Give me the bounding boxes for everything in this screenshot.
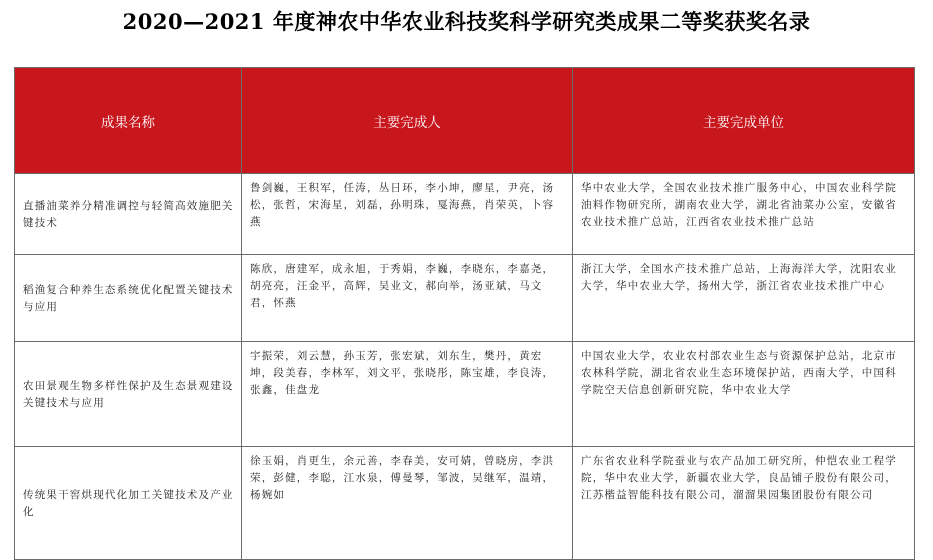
table-row bbox=[15, 255, 915, 342]
units-cell: 中国农业大学，农业农村部农业生态与资源保护总站，北京市农林科学院，湖北省农业生态环境保护站，西南大学，中国科学院空天信息创新研究院，华中农业大学 bbox=[573, 342, 915, 447]
units-cell: 浙江大学，全国水产技术推广总站，上海海洋大学，沈阳农业大学，华中农业大学，扬州大学，浙江省农业技术推广中心 bbox=[573, 255, 915, 342]
column-header-achievement-name: 成果名称 bbox=[15, 68, 242, 174]
column-header-main-contributors: 主要完成人 bbox=[242, 68, 573, 174]
achievement-name-cell: 稻渔复合种养生态系统优化配置关键技术与应用 bbox=[15, 255, 242, 342]
page-title: 2020—2021 年度神农中华农业科技奖科学研究类成果二等奖获奖名录 bbox=[122, 9, 811, 34]
table-header-row bbox=[15, 68, 915, 174]
contributors-cell: 宇振荣，刘云慧，孙玉芳，张宏斌，刘东生，樊丹，黄宏坤，段美春，李林军，刘文平，张晓彤，陈宝雄，李良涛，张鑫，佳盘龙 bbox=[242, 342, 573, 447]
table-row bbox=[15, 342, 915, 447]
column-header-main-units: 主要完成单位 bbox=[573, 68, 915, 174]
achievement-name-cell: 直播油菜养分精准调控与轻简高效施肥关键技术 bbox=[15, 174, 242, 255]
achievement-name-cell: 农田景观生物多样性保护及生态景观建设关键技术与应用 bbox=[15, 342, 242, 447]
table-row bbox=[15, 447, 915, 560]
contributors-cell: 陈欣，唐建军，成永旭，于秀娟，李巍，李晓东，李嘉尧，胡亮亮，汪金平，高辉，吴业文，郝向举，汤亚斌，马文君，怀燕 bbox=[242, 255, 573, 342]
achievement-name-cell: 传统果干窖烘现代化加工关键技术及产业化 bbox=[15, 447, 242, 560]
table-row bbox=[15, 174, 915, 255]
contributors-cell: 鲁剑巍，王积军，任涛，丛日环，李小坤，廖星，尹亮，汤松，张哲，宋海星，刘磊，孙明珠，戛海燕，肖荣英，卜容燕 bbox=[242, 174, 573, 255]
awards-table bbox=[14, 67, 915, 560]
units-cell: 华中农业大学，全国农业技术推广服务中心，中国农业科学院油料作物研究所，湖南农业大学，湖北省油菜办公室，安徽省农业技术推广总站，江西省农业技术推广总站 bbox=[573, 174, 915, 255]
contributors-cell: 徐玉娟，肖更生，余元善，李春美，安可婧，曾晓房，李洪荣，彭健，李聪，江水泉，傅曼琴，邹波，吴继军，温靖，杨婉如 bbox=[242, 447, 573, 560]
units-cell: 广东省农业科学院蚕业与农产品加工研究所，仲恺农业工程学院，华中农业大学，新疆农业大学，良品铺子股份有限公司，江苏楷益智能科技有限公司，溜溜果园集团股份有限公司 bbox=[573, 447, 915, 560]
